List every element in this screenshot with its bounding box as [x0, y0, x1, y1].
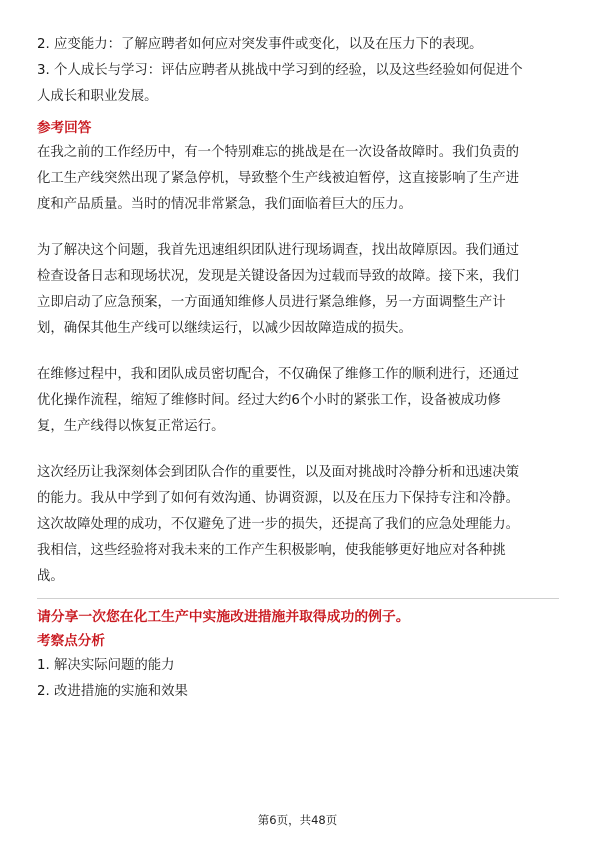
answer-paragraph-1	[37, 140, 559, 218]
answer-paragraph-2	[37, 238, 559, 342]
paragraph-line: 化工生产线突然出现了紧急停机，导致整个生产线被迫暂停，这直接影响了生产进	[37, 171, 520, 186]
paragraph-line: 我相信，这些经验将对我未来的工作产生积极影响，使我能够更好地应对各种挑	[37, 543, 506, 558]
paragraph-line: 战。	[37, 569, 64, 584]
document-body	[37, 32, 559, 705]
paragraph-line: 为了解决这个问题，我首先迅速组织团队进行现场调查，找出故障原因。我们通过	[37, 243, 520, 258]
top-item-2-line-1: 3. 个人成长与学习：评估应聘者从挑战中学习到的经验，以及这些经验如何促进个	[37, 63, 523, 78]
analysis-heading: 考察点分析	[37, 633, 105, 649]
paragraph-line: 划，确保其他生产线可以继续运行，以减少因故障造成的损失。	[37, 321, 412, 336]
answer-paragraph-3	[37, 362, 559, 440]
answer-paragraph-4	[37, 460, 559, 590]
paragraph-line: 立即启动了应急预案，一方面通知维修人员进行紧急维修，另一方面调整生产计	[37, 295, 506, 310]
paragraph-line: 检查设备日志和现场状况，发现是关键设备因为过载而导致的故障。接下来，我们	[37, 269, 520, 284]
top-item-1: 2. 应变能力：了解应聘者如何应对突发事件或变化，以及在压力下的表现。	[37, 37, 483, 52]
paragraph-line: 复，生产线得以恢复正常运行。	[37, 419, 225, 434]
answer-heading: 参考回答	[37, 120, 92, 136]
analysis-item-2: 2. 改进措施的实施和效果	[37, 684, 188, 699]
analysis-item-1: 1. 解决实际问题的能力	[37, 658, 175, 673]
paragraph-line: 度和产品质量。当时的情况非常紧急，我们面临着巨大的压力。	[37, 197, 412, 212]
top-item-2-line-2: 人成长和职业发展。	[37, 89, 158, 104]
page-footer: 第6页，共48页	[257, 813, 338, 827]
paragraph-line: 优化操作流程，缩短了维修时间。经过大约6个小时的紧张工作，设备被成功修	[37, 393, 501, 408]
paragraph-line: 在我之前的工作经历中，有一个特别难忘的挑战是在一次设备故障时。我们负责的	[37, 145, 520, 160]
paragraph-line: 的能力。我从中学到了如何有效沟通、协调资源，以及在压力下保持专注和冷静。	[37, 491, 520, 506]
paragraph-line: 这次经历让我深刻体会到团队合作的重要性，以及面对挑战时冷静分析和迅速决策	[37, 465, 520, 480]
section-divider	[37, 598, 559, 599]
paragraph-line: 在维修过程中，我和团队成员密切配合，不仅确保了维修工作的顺利进行，还通过	[37, 367, 520, 382]
next-question: 请分享一次您在化工生产中实施改进措施并取得成功的例子。	[37, 609, 410, 625]
paragraph-line: 这次故障处理的成功，不仅避免了进一步的损失，还提高了我们的应急处理能力。	[37, 517, 520, 532]
